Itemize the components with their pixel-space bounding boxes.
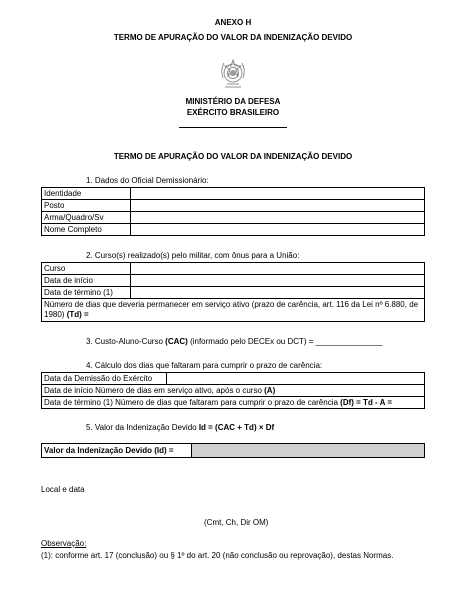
end-date-field[interactable] bbox=[131, 287, 425, 299]
full-name-field[interactable] bbox=[131, 224, 425, 236]
start-date-field[interactable] bbox=[131, 275, 425, 287]
active-days-cell[interactable] bbox=[42, 385, 425, 397]
branch-field[interactable] bbox=[131, 212, 425, 224]
ministry-label: MINISTÉRIO DA DEFESA bbox=[185, 97, 281, 106]
indemnity-value-field[interactable] bbox=[192, 444, 425, 458]
active-days-variable: (A) bbox=[264, 385, 276, 395]
place-and-date[interactable]: Local e data bbox=[41, 485, 85, 494]
officer-data-table bbox=[41, 187, 425, 236]
cac-input-line[interactable]: (informado pelo DECEx ou DCT) = _______________ bbox=[190, 337, 383, 346]
grace-period-cell[interactable] bbox=[42, 299, 425, 322]
indemnity-label: 5. Valor da Indenização Devido bbox=[86, 423, 197, 432]
signature-line: (Cmt, Ch, Dir OM) bbox=[204, 518, 269, 527]
observation-label: Observação: bbox=[41, 539, 87, 548]
label-full-name: Nome Completo bbox=[42, 224, 131, 236]
section5-line bbox=[86, 423, 274, 432]
missing-days-formula: (Df) = Td - A = bbox=[340, 397, 393, 407]
label-discharge-date: Data da Demissão do Exército bbox=[42, 373, 167, 385]
grace-period-variable: (Td) = bbox=[66, 310, 89, 319]
table-row bbox=[42, 299, 425, 322]
section1-heading: 1. Dados do Oficial Demissionário: bbox=[86, 176, 209, 185]
table-row bbox=[42, 200, 425, 212]
label-start-date: Data de início bbox=[42, 275, 131, 287]
indemnity-value-table bbox=[41, 443, 425, 458]
table-row bbox=[42, 287, 425, 299]
section3-line bbox=[86, 337, 382, 346]
active-days-text: Número de dias em serviço ativo, após o curso bbox=[95, 385, 262, 395]
section4-heading: 4. Cálculo dos dias que faltaram para cumprir o prazo de carência: bbox=[86, 361, 323, 370]
form-subtitle: TERMO DE APURAÇÃO DO VALOR DA INDENIZAÇÃO DEVIDO bbox=[113, 152, 353, 161]
label-identity: Identidade bbox=[42, 188, 131, 200]
table-row bbox=[42, 373, 425, 385]
label-end-date: Data de término (1) bbox=[44, 397, 113, 407]
coat-of-arms-emblem bbox=[218, 58, 248, 92]
table-row bbox=[42, 224, 425, 236]
cac-label: 3. Custo-Aluno-Curso bbox=[86, 337, 163, 346]
discharge-date-field[interactable] bbox=[167, 373, 425, 385]
header-divider bbox=[179, 127, 287, 128]
table-row bbox=[42, 212, 425, 224]
cac-variable: (CAC) bbox=[165, 337, 188, 346]
table-row bbox=[42, 188, 425, 200]
document-title: TERMO DE APURAÇÃO DO VALOR DA INDENIZAÇÃO DEVIDO bbox=[113, 33, 353, 42]
section2-heading: 2. Curso(s) realizado(s) pelo militar, com ônus para a União: bbox=[86, 251, 300, 260]
table-row bbox=[42, 444, 425, 458]
label-rank: Posto bbox=[42, 200, 131, 212]
missing-days-cell[interactable] bbox=[42, 397, 425, 409]
course-field[interactable] bbox=[131, 263, 425, 275]
label-end-date: Data de término (1) bbox=[42, 287, 131, 299]
army-label: EXÉRCITO BRASILEIRO bbox=[186, 108, 280, 117]
grace-period-text: Número de dias que deveria permanecer em serviço ativo (prazo de carência, art. 116 da Lei nº 6.880, de 1980) bbox=[44, 300, 419, 319]
table-row bbox=[42, 385, 425, 397]
table-row bbox=[42, 397, 425, 409]
annex-label: ANEXO H bbox=[214, 18, 252, 27]
identity-field[interactable] bbox=[131, 188, 425, 200]
course-table bbox=[41, 262, 425, 322]
indemnity-value-label: Valor da Indenização Devido (Id) = bbox=[42, 444, 192, 458]
table-row bbox=[42, 263, 425, 275]
indemnity-formula: Id = (CAC + Td) × Df bbox=[198, 423, 275, 432]
missing-days-text: Número de dias que faltaram para cumprir o prazo de carência bbox=[115, 397, 338, 407]
rank-field[interactable] bbox=[131, 200, 425, 212]
calculation-table bbox=[41, 372, 425, 409]
label-start-date: Data de início bbox=[44, 385, 93, 395]
observation-text: (1): conforme art. 17 (conclusão) ou § 1º do art. 20 (não conclusão ou reprovação), destas Normas. bbox=[41, 551, 394, 560]
label-course: Curso bbox=[42, 263, 131, 275]
label-branch: Arma/Quadro/Sv bbox=[42, 212, 131, 224]
table-row bbox=[42, 275, 425, 287]
